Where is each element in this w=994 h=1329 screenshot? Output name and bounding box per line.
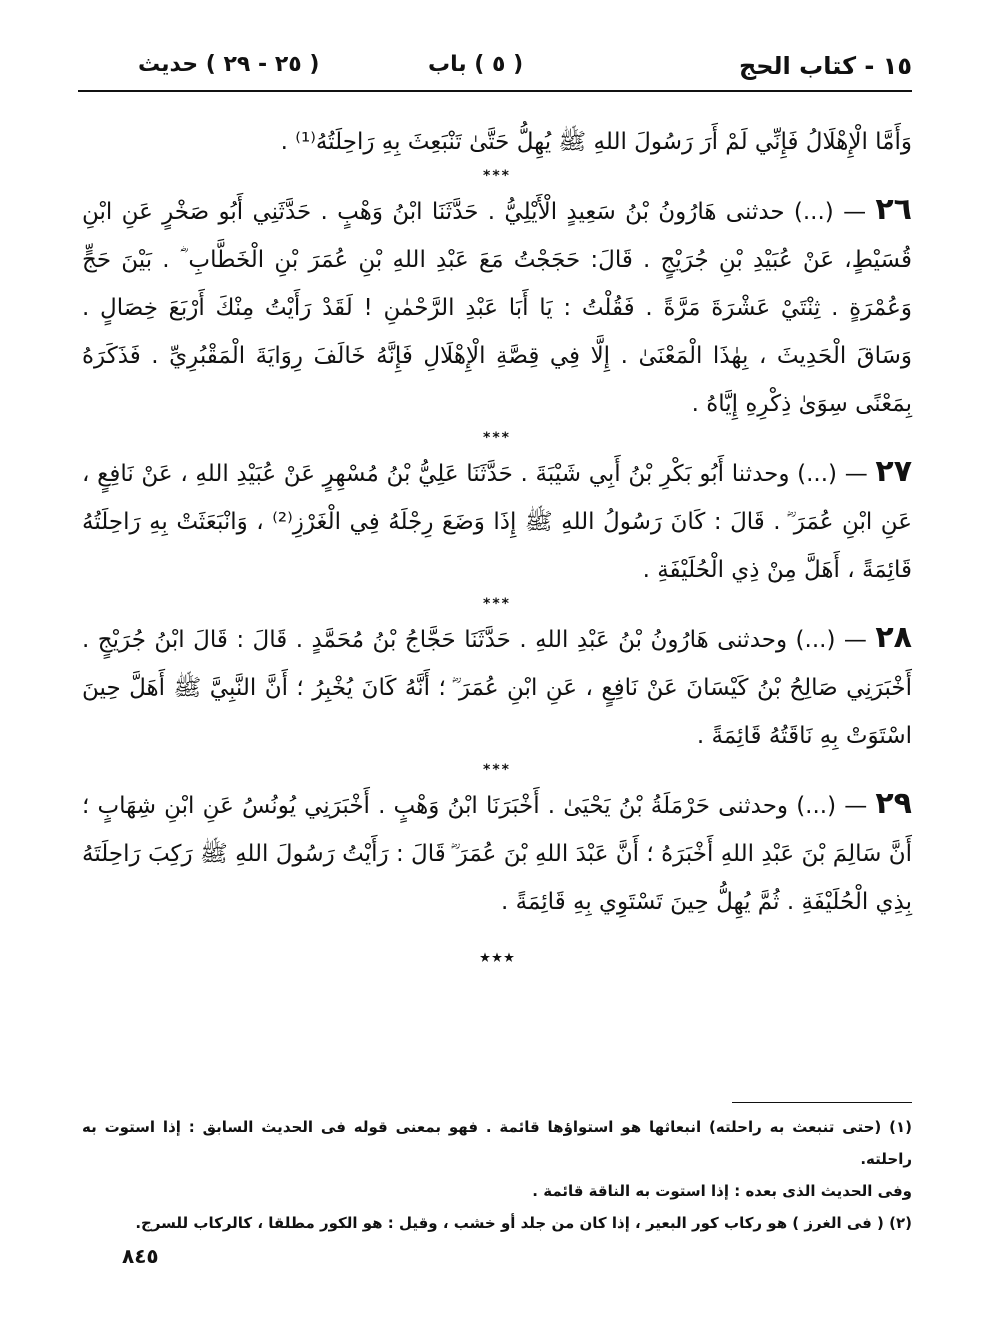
separator-stars: *** [483,430,511,446]
hadith-number: ٢٩ [875,786,912,821]
hadith-text: — (...) وحدثنى هَارُونُ بْنُ عَبْدِ اللهِ . حَدَّثَنَا حَجَّاجُ بْنُ مُحَمَّدٍ . قَالَ : قَالَ ابْنُ جُرَيْجٍ . أَخْبَرَنِي صَالِحُ بْنُ كَيْسَانَ عَنْ نَافِعٍ ، عَنِ ابْنِ عُمَرَ ؓ ؛ أَنَّهُ كَانَ يُخْبِرُ ؛ أَنَّ النَّبِيَّ ﷺ أَهَلَّ حِينَ اسْتَوَتْ بِهِ نَاقَتُهُ قَائِمَةً . [82,627,912,749]
intro-paragraph: وَأَمَّا الْإِهْلَالُ فَإِنِّي لَمْ أَرَ رَسُولَ اللهِ ﷺ يُهِلُّ حَتَّىٰ تَنْبَعِثَ بِهِ رَاحِلَتُهُ⁽¹⁾ . [280,129,912,155]
hadith-29 [82,780,912,926]
hadith-27 [82,448,912,594]
hadith-28 [82,614,912,760]
separator-stars: *** [483,762,511,778]
footnotes [82,1102,912,1239]
main-text [82,118,912,970]
footnote-2: (٢) ( فى الغرز ) هو ركاب كور البعير ، إذا كان من جلد أو خشب ، وقيل : هو الكور مطلقا ، كالركاب للسرج. [135,1214,912,1232]
hadith-number: ٢٦ [875,192,912,227]
end-ornament: ٭٭٭ [479,945,515,970]
header-rule [78,90,912,92]
hadith-number: ٢٨ [875,620,912,655]
running-header [78,48,912,92]
hadith-26 [82,186,912,428]
hadith-number: ٢٧ [875,454,913,489]
hadith-range: ( ٢٥ - ٢٩ ) حديث [138,52,320,77]
separator-stars: *** [483,168,511,184]
page-number: ٨٤٥ [122,1244,159,1268]
separator-stars: *** [483,596,511,612]
hadith-text: — (...) وحدثنا أَبُو بَكْرِ بْنُ أَبِي شَيْبَةَ . حَدَّثَنَا عَلِيُّ بْنُ مُسْهِرٍ عَنْ عُبَيْدِ اللهِ ، عَنْ نَافِعٍ ، عَنِ ابْنِ عُمَرَ ؓ . قَالَ : كَانَ رَسُولُ اللهِ ﷺ إِذَا وَضَعَ رِجْلَهُ فِي الْغَرْزِ⁽²⁾ ، وَانْبَعَثَتْ بِهِ رَاحِلَتُهُ قَائِمَةً ، أَهَلَّ مِنْ ذِي الْحُلَيْفَةِ . [82,461,913,583]
hadith-text: — (...) حدثنى هَارُونُ بْنُ سَعِيدٍ الْأَيْلِيُّ . حَدَّثَنَا ابْنُ وَهْبٍ . حَدَّثَنِي أَبُو صَخْرٍ عَنِ ابْنِ قُسَيْطٍ، عَنْ عُبَيْدِ بْنِ جُرَيْجٍ . قَالَ: حَجَجْتُ مَعَ عَبْدِ اللهِ بْنِ عُمَرَ بْنِ الْخَطَّابِ ؓ . بَيْنَ حَجٍّ وَعُمْرَةٍ . ثِنْتَيْ عَشْرَةَ مَرَّةً . فَقُلْتُ : يَا أَبَا عَبْدِ الرَّحْمٰنِ ! لَقَدْ رَأَيْتُ مِنْكَ أَرْبَعَ خِصَالٍ . وَسَاقَ الْحَدِيثَ ، بِهٰذَا الْمَعْنَىٰ . إِلَّا فِي قِصَّةِ الْإِهْلَالِ فَإِنَّهُ خَالَفَ رِوَايَةَ الْمَقْبُرِيِّ . فَذَكَرَهُ بِمَعْنًى سِوَىٰ ذِكْرِهِ إِيَّاهُ . [82,199,912,417]
footnote-1: (١) (حتى تنبعث به راحلته) انبعاثها هو استواؤها قائمة . فهو بمعنى قوله فى الحديث السابق : إذا استوت به راحلته. [82,1118,912,1168]
chapter-label: ( ٥ ) باب [428,52,524,77]
hadith-text: — (...) وحدثنى حَرْمَلَةُ بْنُ يَحْيَىٰ . أَخْبَرَنَا ابْنُ وَهْبٍ . أَخْبَرَنِي يُونُسُ عَنِ ابْنِ شِهَابٍ ؛ أَنَّ سَالِمَ بْنَ عَبْدِ اللهِ أَخْبَرَهُ ؛ أَنَّ عَبْدَ اللهِ بْنَ عُمَرَ ؓ قَالَ : رَأَيْتُ رَسُولَ اللهِ ﷺ رَكِبَ رَاحِلَتَهُ بِذِي الْحُلَيْفَةِ . ثُمَّ يُهِلُّ حِينَ تَسْتَوِي بِهِ قَائِمَةً . [82,793,912,915]
footnote-rule [732,1102,912,1103]
footnote-1-continued: وفى الحديث الذى بعده : إذا استوت به الناقة قائمة . [532,1182,912,1200]
book-title: ١٥ - كتاب الحج [738,52,912,80]
